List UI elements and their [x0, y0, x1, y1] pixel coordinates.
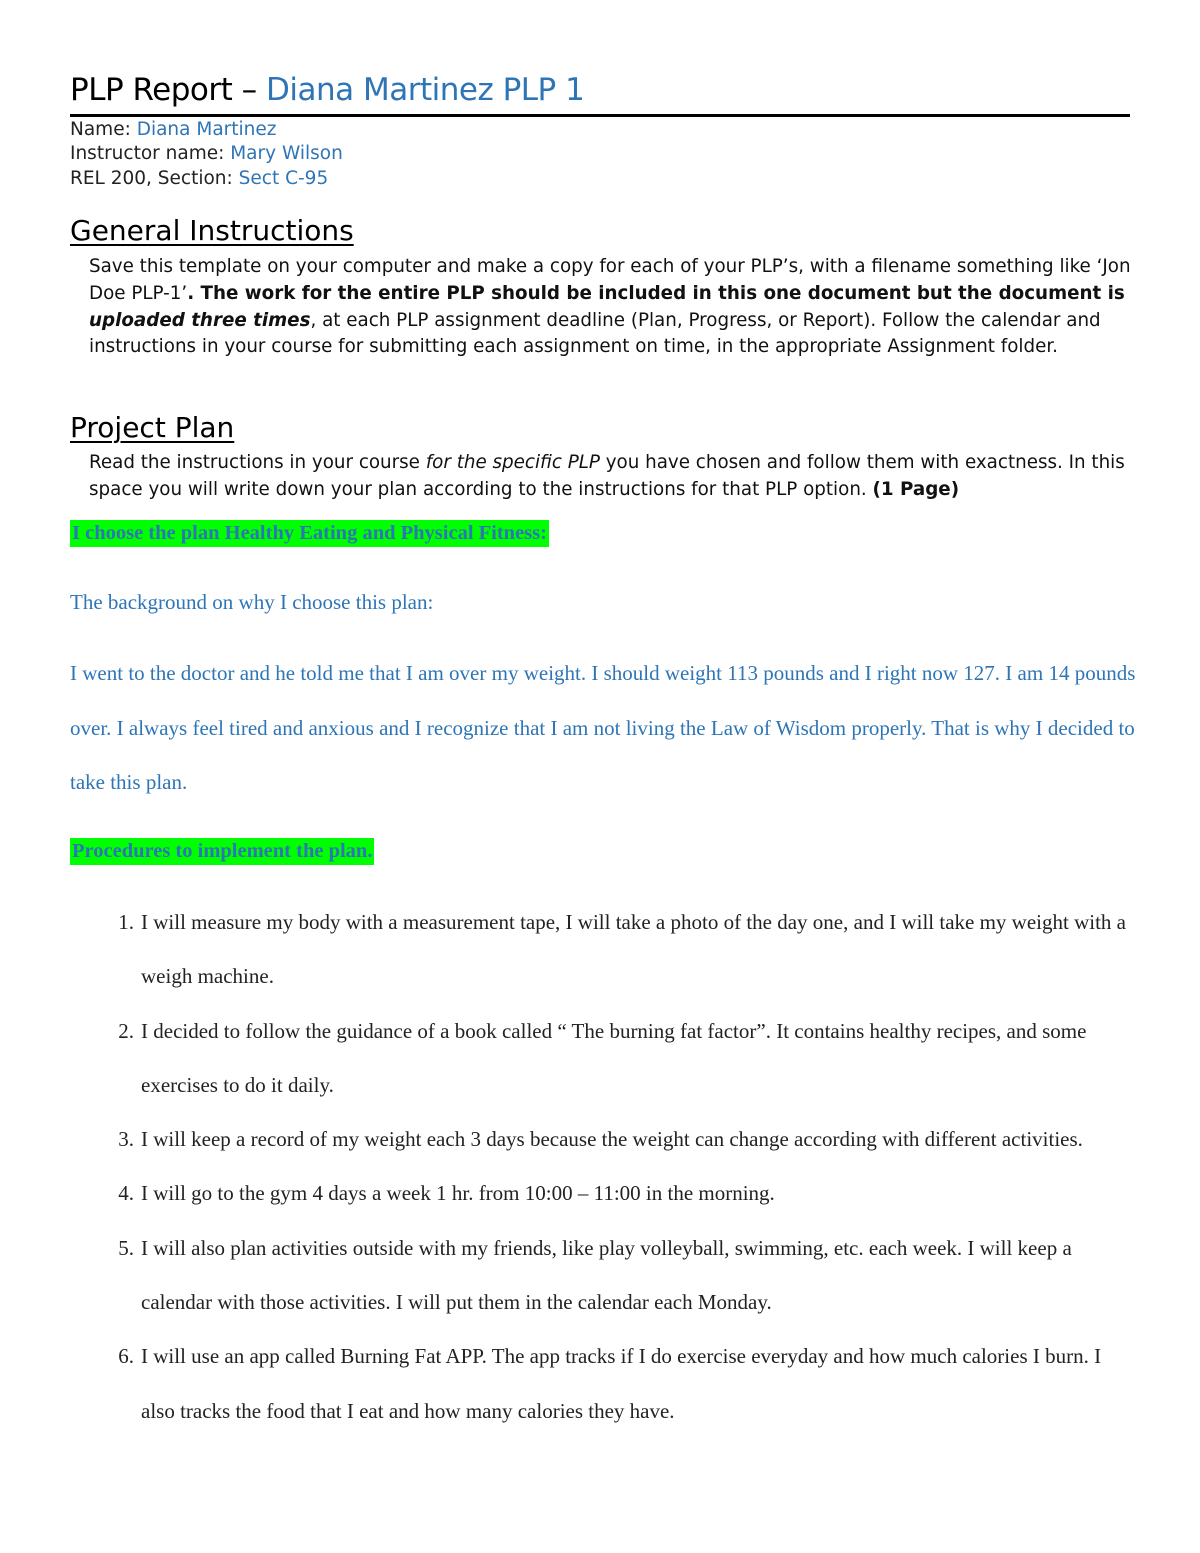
general-instructions-heading: General Instructions	[70, 214, 354, 247]
procedure-number: 1.	[118, 910, 134, 934]
procedure-number: 2.	[118, 1018, 134, 1043]
background-label: The background on why I choose this plan:	[70, 590, 434, 614]
section-label: REL 200, Section:	[70, 168, 239, 189]
procedure-number: 6.	[118, 1344, 134, 1369]
procedure-text: I decided to follow the guidance of a book called “ The burning fat factor”. It contains healthy recipes, and some exercises to do it daily.	[141, 1018, 1087, 1097]
procedure-number: 3.	[118, 1127, 134, 1152]
instructor-line	[70, 143, 343, 164]
instructor-label: Instructor name:	[70, 143, 231, 164]
project-plan-heading: Project Plan	[70, 411, 235, 444]
procedure-text: I will also plan activities outside with my friends, like play volleyball, swimming, etc. each week. I will keep a calendar with those activities. I will put them in the calendar each Monday.	[141, 1235, 1072, 1315]
procedures-list	[70, 895, 1140, 1438]
procedure-item	[70, 1166, 1140, 1220]
name-value: Diana Martinez	[136, 119, 277, 140]
section-value: Sect C-95	[238, 168, 329, 189]
procedure-item	[70, 895, 1140, 1004]
title-student-name: Diana Martinez PLP 1	[265, 72, 585, 108]
procedure-text: I will keep a record of my weight each 3 days because the weight can change according with different activities.	[141, 1127, 1083, 1152]
procedure-item	[70, 1004, 1140, 1113]
background-paragraph: I went to the doctor and he told me that I am over my weight. I should weight 113 pounds and I right now 127. I am 14 pounds over. I always feel tired and anxious and I recognize that I am not living the Law of Wisdom properly. That is why I decided to take this plan.	[70, 661, 1136, 794]
procedure-text: I will measure my body with a measurement tape, I will take a photo of the day one, and I will take my weight with a weigh machine.	[141, 910, 1126, 989]
procedures-highlight: Procedures to implement the plan.	[70, 838, 374, 865]
title-prefix: PLP Report –	[70, 72, 266, 108]
procedure-text: I will use an app called Burning Fat APP. The app tracks if I do exercise everyday and how much calories I burn. I also tracks the food that I eat and how many calories they have.	[141, 1344, 1102, 1423]
instructor-value: Mary Wilson	[230, 143, 343, 164]
title-divider	[70, 114, 1130, 117]
procedure-number: 5.	[118, 1235, 134, 1260]
procedure-item	[70, 1221, 1140, 1330]
name-label: Name:	[70, 119, 137, 140]
name-line	[70, 119, 276, 140]
project-plan-instructions: Read the instructions in your course for the specific PLP you have chosen and follow them with exactness. In this space you will write down your plan according to the instructions for that PLP option. (1 Page)	[89, 452, 1125, 500]
general-instructions-text: Save this template on your computer and make a copy for each of your PLP’s, with a filename something like ‘Jon Doe PLP-1’. The work for the entire PLP should be included in this one document but the document is uploaded three times, at each PLP assignment deadline (Plan, Progress, or Report). Follow the calendar and instructions in your course for submitting each assignment on time, in the appropriate Assignment folder.	[89, 256, 1131, 358]
procedure-number: 4.	[118, 1181, 134, 1206]
chosen-plan-highlight: I choose the plan Healthy Eating and Physical Fitness:	[70, 520, 549, 547]
procedure-text: I will go to the gym 4 days a week 1 hr. from 10:00 – 11:00 in the morning.	[141, 1181, 775, 1206]
section-line	[70, 168, 328, 189]
procedure-item	[70, 1112, 1140, 1166]
procedure-item	[70, 1329, 1140, 1438]
page-title	[70, 72, 1130, 108]
